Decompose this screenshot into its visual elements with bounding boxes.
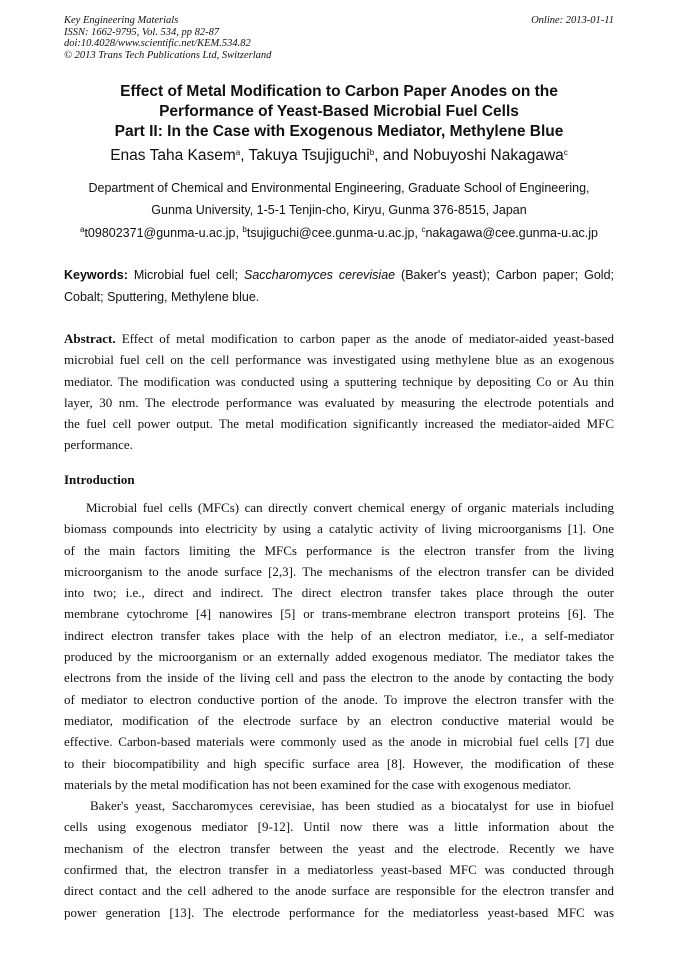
email-link[interactable]: nakagawa@cee.gunma-u.ac.jp [425, 226, 598, 240]
emails [0, 226, 678, 240]
text-line: electrons from the inside of the living cell and pass the electron to the anode by contacting the body [64, 670, 614, 686]
affiliation-line: Department of Chemical and Environmental Engineering, Graduate School of Engineering, [88, 181, 590, 195]
email-mark: c [421, 225, 426, 234]
email-mark: b [242, 225, 247, 234]
author-name: Nobuyoshi Nakagawa [412, 147, 564, 164]
affiliation-mark: a [235, 148, 241, 157]
text-line: microbial fuel cell on the cell performance was investigated using methylene blue as an exogenous [64, 352, 614, 368]
text-line: materials by the metal modification has not been examined for the case with exogenous mediator. [64, 776, 572, 792]
authors [0, 147, 678, 165]
email-link[interactable]: t09802371@gunma-u.ac.jp [84, 226, 236, 240]
text-line: layer, 30 nm. The electrode performance was evaluated by measuring the electrode potentials and [64, 394, 614, 410]
separator: , [414, 226, 422, 240]
separator: , and [374, 147, 413, 164]
text-line: effective. Carbon-based materials were commonly used as the anode in microbial fuel cells [7] due [64, 734, 614, 750]
text-line: performance. [64, 437, 133, 453]
text-line: Microbial fuel cells (MFCs) can directly convert chemical energy of organic materials including [86, 500, 614, 515]
issn: ISSN: 1662-9795, Vol. 534, pp 82-87 [64, 26, 220, 38]
abstract [64, 328, 614, 456]
text-line: the fuel cell power output. The metal modification significantly increased the mediator-aided MFC [64, 416, 614, 432]
keywords-italic: Saccharomyces cerevisiae [243, 268, 396, 282]
introduction-heading: Introduction [64, 472, 135, 487]
separator: , [240, 147, 249, 164]
email-link[interactable]: tsujiguchi@cee.gunma-u.ac.jp [246, 226, 415, 240]
text-line: of mediator to electron conductive portion of the anode. To improve the electron transfer with the [64, 691, 614, 707]
keywords-label: Keywords: [64, 268, 128, 282]
text-line: produced by the microorganism or an externally added exogenous mediator. The mediator takes the [64, 649, 614, 665]
keywords-text: Microbial fuel cell; [127, 268, 244, 282]
text-line: microorganism to the anode surface [2,3]. The mechanisms of the electron transfer can be divided [64, 563, 614, 579]
title-line: Performance of Yeast-Based Microbial Fuel Cells [159, 103, 519, 120]
journal-name: Key Engineering Materials [64, 15, 179, 26]
title-line: Effect of Metal Modification to Carbon Paper Anodes on the [120, 83, 558, 100]
keywords-text: (Baker's yeast); Carbon paper; Gold; Cobalt; Sputtering, Methylene blue. [64, 268, 614, 304]
text-line: Baker's yeast, Saccharomyces cerevisiae, has been studied as a biocatalyst for use in biofuel [90, 798, 614, 814]
introduction-body [64, 497, 614, 923]
text-line: power generation [13]. The electrode performance for the mediatorless yeast-based MFC was [64, 904, 614, 920]
text-line [64, 328, 614, 349]
paper-title [0, 82, 678, 142]
text-line: into two; i.e., direct and indirect. The direct electron transfer takes place through the outer [64, 585, 614, 601]
text-line: confirmed that, the electron transfer in a mediatorless yeast-based MFC was conducted through [64, 862, 614, 878]
text-line: direct contact and the cell adhered to the anode surface are responsible for the electron transfer and [64, 883, 614, 899]
author-name: Takuya Tsujiguchi [248, 147, 370, 164]
copyright: © 2013 Trans Tech Publications Ltd, Switzerland [64, 49, 272, 61]
text-line: mediator. The modification was conducted using a sputtering technique by depositing Co or Au thin [64, 373, 614, 389]
journal-header [64, 15, 271, 61]
text-line: to their biocompatibility and high specific surface area [8]. However, the modification of these [64, 755, 614, 771]
text-line: mediator, modification of the electrode surface by an electron conductive material would be [64, 712, 614, 728]
affiliation-mark: b [369, 148, 375, 157]
text-line: indirect electron transfer takes place with the help of an electron mediator, i.e., a self-mediator [64, 627, 614, 643]
text-line: membrane cytochrome [4] nanowires [5] or trans-membrane electron transport proteins [6]. The [64, 606, 614, 622]
abstract-text: Effect of metal modification to carbon paper as the anode of mediator-aided yeast-based [115, 331, 614, 346]
affiliation-mark: c [563, 148, 568, 157]
email-mark: a [80, 225, 85, 234]
title-line: Part II: In the Case with Exogenous Mediator, Methylene Blue [114, 123, 564, 140]
online-date: Online: 2013-01-11 [531, 15, 614, 26]
doi: doi:10.4028/www.scientific.net/KEM.534.82 [64, 38, 251, 49]
separator: , [235, 226, 243, 240]
text-line: of the main factors limiting the MFCs performance is the electron transfer from the living [64, 542, 614, 558]
author-name: Enas Taha Kasem [110, 147, 236, 164]
text-line: mechanism of the electron transfer between the yeast and the electrode. Recently we have [64, 840, 614, 856]
abstract-label: Abstract. [64, 331, 116, 346]
text-line: biomass compounds into electricity by using a catalytic activity of living microorganisms [1]. One [64, 521, 614, 537]
keywords [64, 264, 614, 308]
text-line: cells using exogenous mediator [9-12]. Until now there was a little information about the [64, 819, 614, 835]
affiliation [0, 177, 678, 221]
affiliation-line: Gunma University, 1-5-1 Tenjin-cho, Kiryu, Gunma 376-8515, Japan [151, 203, 527, 217]
